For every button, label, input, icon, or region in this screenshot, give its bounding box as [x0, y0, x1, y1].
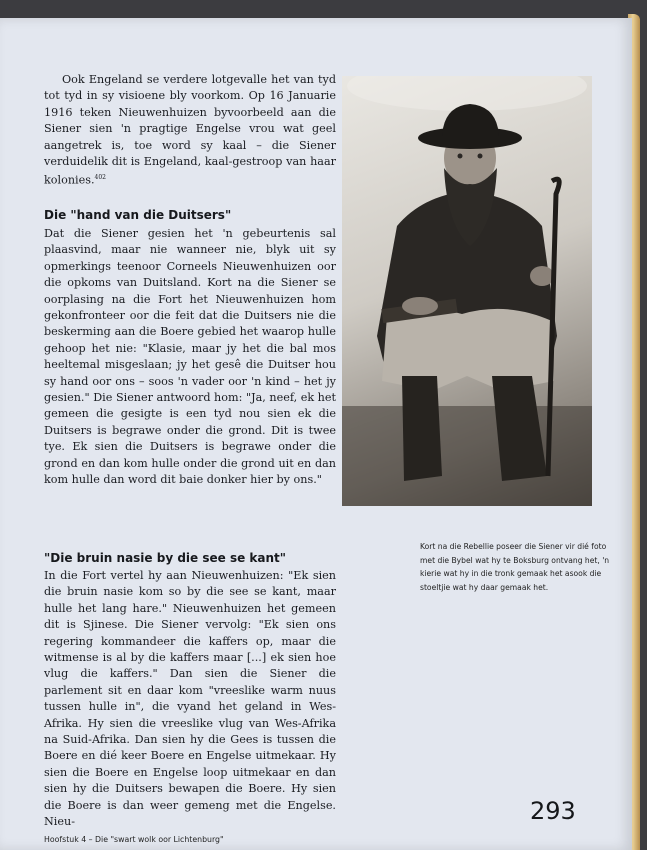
duitsers-paragraph: [44, 226, 336, 489]
bruin-nasie-text: In die Fort vertel hy aan Nieuwenhuizen: "Ek sien die bruin nasie kom so by die see se kant, maar hulle het lang hare." Nieuwenhuizen het gemeen dit is Sjinese. Die Siener vervolg: "Ek sien ons regering kommandeer die kaffers op, maar die witmense is al by die kaffers maar [...] ek sien hoe vlug die kaffers." Dan sien die Siener die parlement sit en daar kom "vreeslike warm nuus tussen hulle in", die vyand het geland in Wes-Afrika. Hy sien die vreeslike vlug van Wes-Afrika na Suid-Afrika. Dan sien hy die Gees is tussen die Boere en dié keer Boere en Engelse uitmekaar. Hy sien die Boere en Engelse loop uitmekaar en dan sien hy die Duitsers bewapen die Boere. Hy sien die Boere is dan weer gemeng met die Engelse. Nieu-: [44, 569, 336, 829]
bruin-nasie-paragraph: [44, 568, 336, 831]
intro-paragraph: [44, 72, 336, 190]
footnote-reference: 402: [94, 174, 106, 182]
intro-text: Ook Engeland se verdere lotgevalle het van tyd tot tyd in sy visioene bly voorkom. Op 16 Januarie 1916 teken Nieuwenhuizen byvoorbeeld aan die Siener sien 'n pragtige Engelse vrou wat geel aangetrek is, toe word sy kaal – die Siener verduidelik dit is Engeland, kaal-gestroop van haar kolonies.: [44, 73, 336, 188]
book-page: [0, 18, 632, 850]
siener-photograph: [342, 76, 592, 506]
section-heading-bruin-nasie: "Die bruin nasie by die see se kant": [44, 551, 287, 565]
chapter-footer: Hoofstuk 4 – Die "swart wolk oor Lichtenburg": [44, 835, 224, 844]
duitsers-text: Dat die Siener gesien het 'n gebeurtenis sal plaasvind, maar nie wanneer nie, blyk uit sy opmerkings teenoor Corneels Nieuwenhuizen oor die opkoms van Duitsland. Kort na die Siener se oorplasing na die Fort het Nieuwenhuizen hom gekonfronteer oor die feit dat die Duitsers nie die beskerming aan die Boere gebied het waarop hulle gehoop het nie: "Klasie, maar jy het die bal mos heeltemal misgeslaan; jy het gesê die Duitser hou sy hand oor ons – soos 'n vader oor 'n kind – het jy gesien." Die Siener antwoord hom: "Ja, neef, ek het gemeen die gesigte is een tyd nou sien ek die Duitsers is begrawe onder die grond. Dit is twee tye. Ek sien die Duitsers is begrawe onder die grond en dan kom hulle onder die grond uit en dan kom hulle dan word dit baie donker hier by ons.": [44, 227, 336, 487]
photo-caption: Kort na die Rebellie poseer die Siener vir dié foto met die Bybel wat hy te Boksburg ontvang het, 'n kierie wat hy in die tronk gemaak het asook die stoeltjie wat hy daar gemaak het.: [420, 542, 610, 592]
section-heading-duitsers: Die "hand van die Duitsers": [44, 208, 232, 222]
portrait-illustration: [342, 76, 592, 506]
page-number: 293: [530, 797, 576, 825]
